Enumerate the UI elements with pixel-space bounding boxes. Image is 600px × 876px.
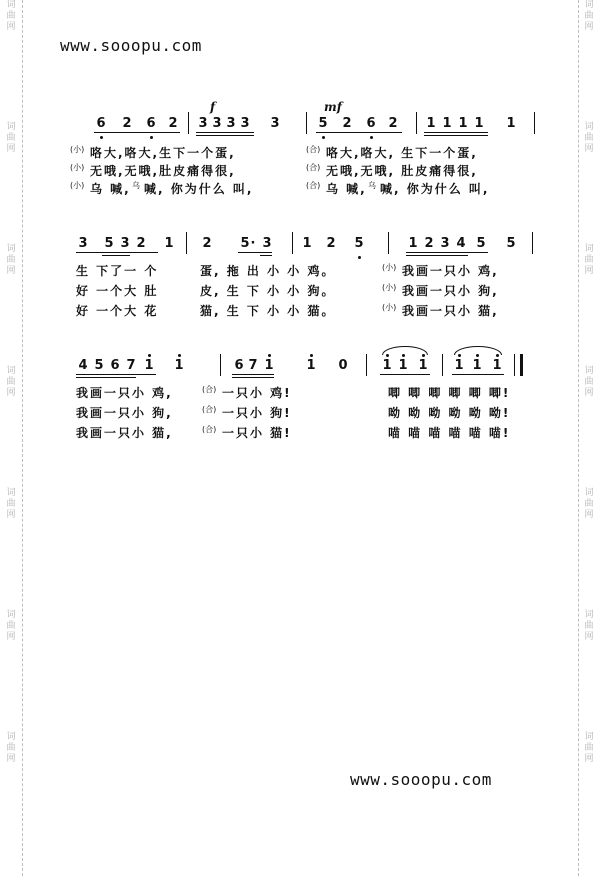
note: 6 [146, 116, 156, 131]
watermark-glyph: 网 [6, 632, 16, 642]
watermark-glyph: 网 [6, 510, 16, 520]
bar-line [514, 354, 515, 376]
lyric-line-2-verse-3: 好 一个大 花 猫, 生 下 小 小 猫。 (小) 我画一只小 猫, [76, 303, 499, 318]
note: 1 [472, 358, 482, 373]
watermark-glyph: 词 [584, 244, 594, 254]
bar-line [188, 112, 189, 134]
note: 2 [424, 236, 434, 251]
watermark-glyph: 曲 [6, 11, 16, 21]
note: 3 [226, 116, 236, 131]
watermark-glyph: 词 [584, 488, 594, 498]
octave-dot [386, 354, 389, 357]
watermark-glyph: 网 [584, 22, 594, 32]
octave-dot [322, 136, 325, 139]
note: 1 [492, 358, 502, 373]
note: 1 [144, 358, 154, 373]
augmentation-dot: · [250, 236, 256, 251]
beam [406, 252, 488, 253]
watermark-block [4, 610, 18, 643]
bar-line [220, 354, 221, 376]
octave-dot [476, 354, 479, 357]
site-url-top[interactable]: www.sooopu.com [60, 36, 202, 55]
octave-dot [358, 256, 361, 259]
notation-line-1 [70, 100, 540, 142]
note: 2 [388, 116, 398, 131]
tie [382, 346, 428, 355]
dynamic-mark: f [210, 100, 216, 114]
note: 1 [418, 358, 428, 373]
note: 1 [408, 236, 418, 251]
beam [76, 374, 156, 375]
lyric-line-1-verse-2: (小) 无哦,无哦,肚皮痛得很, (合) 无哦,无哦, 肚皮痛得很, [70, 163, 478, 178]
note: 1 [174, 358, 184, 373]
octave-dot [402, 354, 405, 357]
note: 5 [240, 236, 250, 251]
note: 3 [440, 236, 450, 251]
watermark-glyph: 曲 [6, 133, 16, 143]
octave-dot [458, 354, 461, 357]
notation-line-3 [70, 358, 540, 384]
note: 1 [506, 116, 516, 131]
lyric-line-2-verse-1: 生 下了一 个 蛋, 拖 出 小 小 鸡。 (小) 我画一只小 鸡, [76, 263, 499, 278]
note: 1 [382, 358, 392, 373]
watermark-glyph: 网 [6, 22, 16, 32]
beam [238, 252, 272, 253]
beam [260, 255, 272, 256]
note: 4 [456, 236, 466, 251]
watermark-glyph: 网 [584, 144, 594, 154]
watermark-block [4, 122, 18, 155]
beam [76, 252, 158, 253]
bar-line [186, 232, 187, 254]
watermark-glyph: 词 [584, 122, 594, 132]
watermark-glyph: 词 [584, 610, 594, 620]
watermark-glyph: 词 [6, 732, 16, 742]
octave-dot [496, 354, 499, 357]
note: 7 [248, 358, 258, 373]
note: 5 [104, 236, 114, 251]
note: 3 [212, 116, 222, 131]
watermark-glyph: 词 [6, 610, 16, 620]
note: 3 [240, 116, 250, 131]
note: 5 [94, 358, 104, 373]
watermark-glyph: 曲 [6, 377, 16, 387]
note: 3 [262, 236, 272, 251]
note: 1 [264, 358, 274, 373]
beam [424, 132, 488, 133]
watermark-glyph: 词 [6, 244, 16, 254]
beam [452, 374, 504, 375]
bar-line [534, 112, 535, 134]
note: 5 [506, 236, 516, 251]
bar-line [416, 112, 417, 134]
note: 2 [136, 236, 146, 251]
beam [94, 132, 180, 133]
beam [406, 255, 468, 256]
watermark-glyph: 曲 [584, 255, 594, 265]
note: 2 [326, 236, 336, 251]
watermark-block [582, 366, 596, 399]
beam [196, 132, 254, 133]
bar-line [442, 354, 443, 376]
note: 0 [338, 358, 348, 373]
note: 6 [234, 358, 244, 373]
lyric-line-1-verse-1: (小) 咯大,咯大,生下一个蛋, (合) 咯大,咯大, 生下一个蛋, [70, 145, 478, 160]
beam [102, 255, 130, 256]
watermark-glyph: 词 [584, 732, 594, 742]
lyric-line-2-verse-2: 好 一个大 肚 皮, 生 下 小 小 狗。 (小) 我画一只小 狗, [76, 283, 499, 298]
octave-dot [422, 354, 425, 357]
note: 3 [198, 116, 208, 131]
watermark-block [4, 488, 18, 521]
watermark-glyph: 词 [6, 122, 16, 132]
watermark-block [582, 122, 596, 155]
watermark-glyph: 网 [584, 510, 594, 520]
note: 1 [426, 116, 436, 131]
bar-line [306, 112, 307, 134]
octave-dot [310, 354, 313, 357]
note: 1 [454, 358, 464, 373]
watermark-glyph: 曲 [584, 621, 594, 631]
watermark-glyph: 网 [6, 754, 16, 764]
octave-dot [148, 354, 151, 357]
lyric-line-3-verse-1: 我画一只小 鸡, (合) 一只小 鸡! 唧 唧 唧 唧 唧 唧! [76, 385, 511, 400]
note: 1 [442, 116, 452, 131]
watermark-block [582, 488, 596, 521]
octave-dot [100, 136, 103, 139]
final-bar-line [520, 354, 523, 376]
note: 1 [164, 236, 174, 251]
note: 7 [126, 358, 136, 373]
watermark-block [4, 244, 18, 277]
note: 1 [306, 358, 316, 373]
watermark-block [4, 732, 18, 765]
watermark-block [4, 0, 18, 33]
note: 1 [458, 116, 468, 131]
watermark-glyph: 词 [6, 488, 16, 498]
beam [316, 132, 402, 133]
note: 2 [342, 116, 352, 131]
octave-dot [178, 354, 181, 357]
left-margin-rule [22, 0, 23, 876]
note: 2 [168, 116, 178, 131]
octave-dot [150, 136, 153, 139]
watermark-glyph: 词 [6, 366, 16, 376]
note: 2 [202, 236, 212, 251]
lyric-line-3-verse-3: 我画一只小 猫, (合) 一只小 猫! 喵 喵 喵 喵 喵 喵! [76, 425, 511, 440]
beam [196, 135, 254, 136]
octave-dot [268, 354, 271, 357]
watermark-glyph: 曲 [6, 621, 16, 631]
lyric-line-3-verse-2: 我画一只小 狗, (合) 一只小 狗! 呦 呦 呦 呦 呦 呦! [76, 405, 511, 420]
watermark-glyph: 曲 [584, 499, 594, 509]
watermark-glyph: 曲 [584, 377, 594, 387]
note: 1 [302, 236, 312, 251]
bar-line [388, 232, 389, 254]
watermark-block [582, 244, 596, 277]
watermark-glyph: 词 [584, 0, 594, 10]
watermark-glyph: 网 [6, 266, 16, 276]
watermark-glyph: 曲 [6, 499, 16, 509]
note: 3 [78, 236, 88, 251]
watermark-block [582, 0, 596, 33]
note: 1 [474, 116, 484, 131]
notation-line-2 [70, 236, 540, 262]
note: 2 [122, 116, 132, 131]
watermark-glyph: 词 [584, 366, 594, 376]
note: 5 [354, 236, 364, 251]
watermark-block [582, 732, 596, 765]
note: 6 [96, 116, 106, 131]
note: 6 [366, 116, 376, 131]
watermark-glyph: 曲 [6, 255, 16, 265]
bar-line [366, 354, 367, 376]
watermark-glyph: 曲 [584, 11, 594, 21]
note: 6 [110, 358, 120, 373]
note: 5 [476, 236, 486, 251]
watermark-glyph: 曲 [584, 743, 594, 753]
bar-line [292, 232, 293, 254]
watermark-block [4, 366, 18, 399]
lyric-line-1-verse-3: (小) 乌 喊, 乌 喊, 你为什么 叫, (合) 乌 喊, 乌 喊, 你为什么 叫, [70, 181, 490, 196]
watermark-glyph: 曲 [584, 133, 594, 143]
watermark-block [582, 610, 596, 643]
beam [424, 135, 488, 136]
watermark-glyph: 网 [6, 388, 16, 398]
beam [76, 377, 136, 378]
watermark-glyph: 网 [6, 144, 16, 154]
note: 3 [120, 236, 130, 251]
beam [380, 374, 430, 375]
note: 1 [398, 358, 408, 373]
dynamic-mark: mf [324, 100, 342, 114]
beam [232, 377, 274, 378]
note: 3 [270, 116, 280, 131]
right-margin-rule [578, 0, 579, 876]
watermark-glyph: 词 [6, 0, 16, 10]
site-url-bottom[interactable]: www.sooopu.com [350, 770, 492, 789]
bar-line [532, 232, 533, 254]
note: 4 [78, 358, 88, 373]
watermark-glyph: 曲 [6, 743, 16, 753]
watermark-glyph: 网 [584, 388, 594, 398]
watermark-glyph: 网 [584, 754, 594, 764]
note: 5 [318, 116, 328, 131]
octave-dot [370, 136, 373, 139]
watermark-glyph: 网 [584, 632, 594, 642]
beam [232, 374, 274, 375]
watermark-glyph: 网 [584, 266, 594, 276]
